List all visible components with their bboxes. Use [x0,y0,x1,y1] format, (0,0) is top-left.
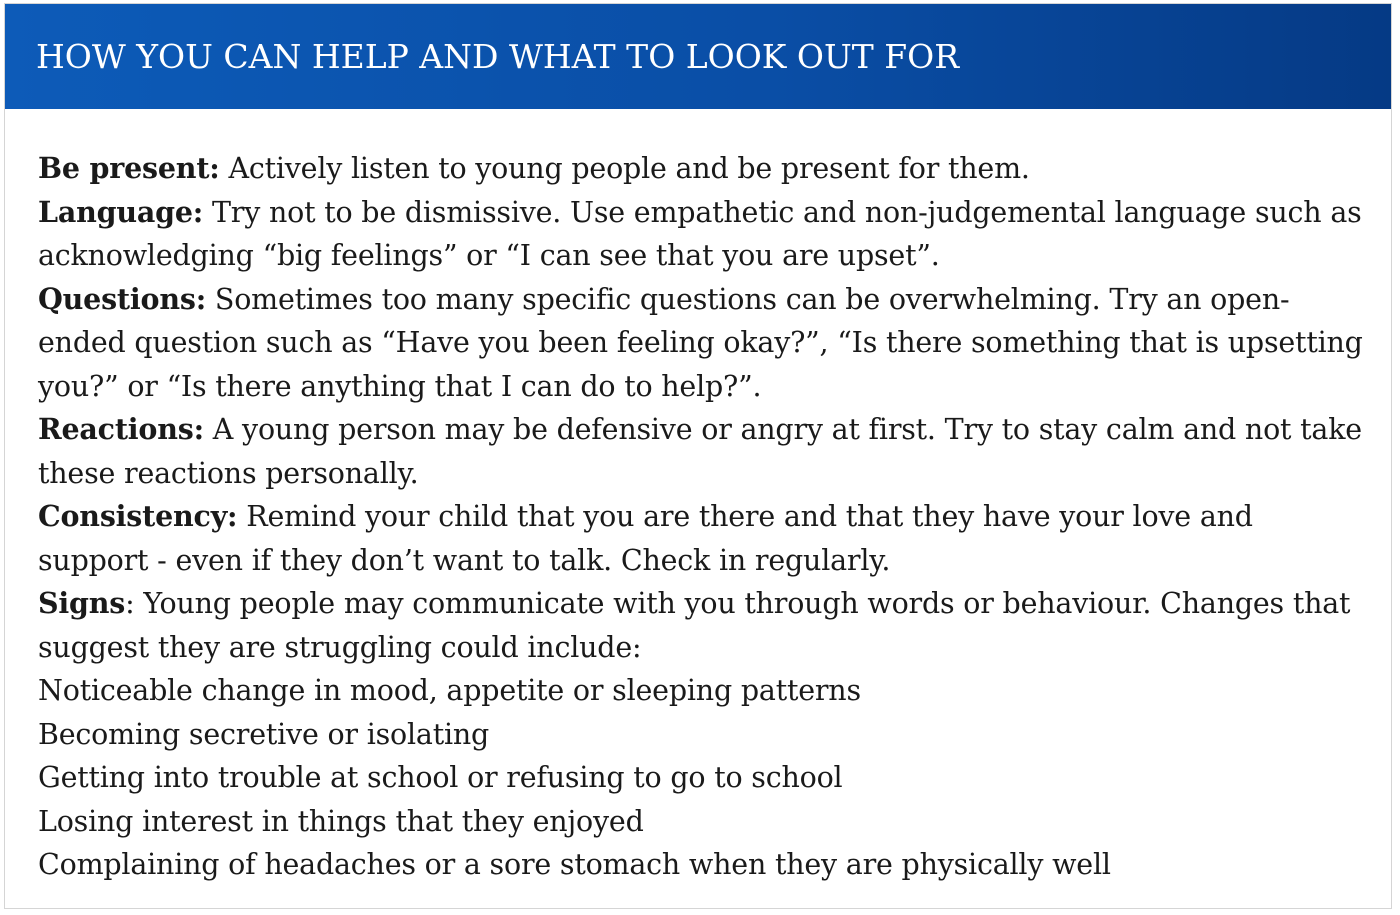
tip-signs [38,582,1367,669]
tip-be-present [38,147,1367,191]
tip-text: Try not to be dismissive. Use empathetic and non-judgemental language such as acknowledging “big feelings” or “I can see that you are upset”. [38,195,1362,272]
tip-text: : Young people may communicate with you through words or behaviour. Changes that suggest they are struggling could include: [38,587,1351,664]
sign-item: Noticeable change in mood, appetite or sleeping patterns [38,674,861,707]
tip-text: Actively listen to young people and be present for them. [219,152,1030,185]
sign-item: Getting into trouble at school or refusing to go to school [38,761,843,794]
card-content [5,109,1391,887]
card-title: HOW YOU CAN HELP AND WHAT TO LOOK OUT FOR [36,37,960,76]
sign-item: Losing interest in things that they enjoyed [38,804,644,838]
tip-questions [38,278,1367,409]
tip-term: Consistency: [38,499,238,533]
tip-text: Sometimes too many specific questions can be overwhelming. Try an open-ended question such as “Have you been feeling okay?”, “Is there something that is upsetting you?” or “Is there anything that I can do to help?”. [38,282,1363,403]
tip-term: Be present: [38,151,220,185]
sign-item: Complaining of headaches or a sore stomach when they are physically well [38,848,1111,881]
tip-consistency [38,495,1367,582]
tip-text: A young person may be defensive or angry at first. Try to stay calm and not take these reactions personally. [38,413,1362,490]
sign-item: Becoming secretive or isolating [38,717,490,751]
tip-term: Questions: [38,281,207,316]
tip-reactions [38,408,1367,495]
tip-term: Language: [38,194,204,229]
info-card [4,3,1392,909]
tip-language [38,191,1367,278]
tip-text: Remind your child that you are there and that they have your love and support - even if they don’t want to talk. Check in regularly. [38,500,1253,577]
card-header [5,4,1391,109]
tip-term: Reactions: [38,412,204,446]
tip-term: Signs [38,586,126,620]
